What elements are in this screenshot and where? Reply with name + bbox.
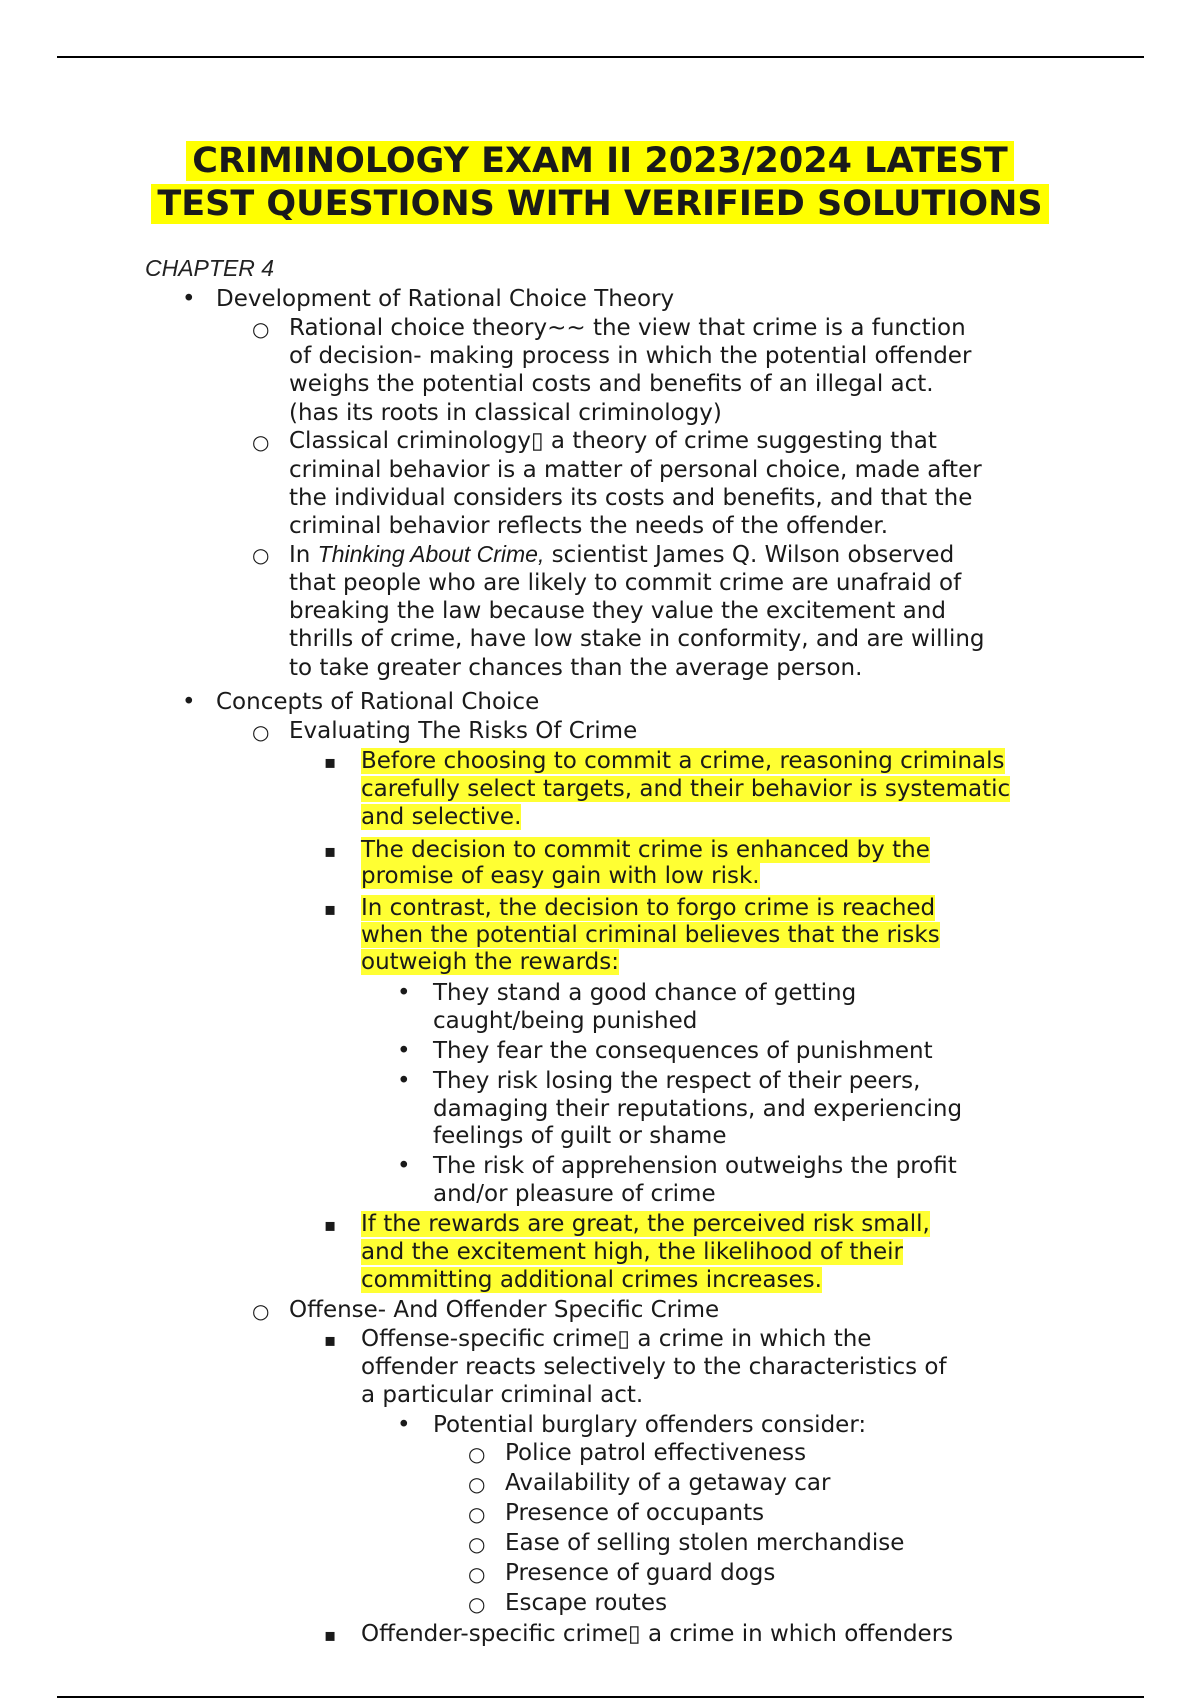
circle-marker: ○ [468,1532,486,1556]
circle-marker: ○ [252,1299,270,1323]
circle-marker: ○ [468,1502,486,1526]
rational-choice-line-3: weighs the potential costs and benefits of an illegal act. [289,371,934,397]
bottom-rule [57,1696,1144,1698]
classical-line-4: criminal behavior reflects the needs of the offender. [289,513,889,539]
reason-1-line-1: They stand a good chance of getting [433,980,857,1006]
circle-marker: ○ [468,1442,486,1466]
wilson-line-3: breaking the law because they value the excitement and [289,598,946,624]
book-title: Thinking About Crime, [317,541,545,567]
circle-marker: ○ [468,1562,486,1586]
wilson-prefix: In [289,542,318,568]
bullet-marker: • [397,1153,411,1179]
heading-development: Development of Rational Choice Theory [216,286,675,312]
consideration-4: Ease of selling stolen merchandise [505,1530,905,1556]
bullet-marker: • [182,286,196,312]
offense-specific-line-1: Offense-specific crime▯ a crime in which the [361,1326,872,1352]
highlight: If the rewards are great, the perceived risk small, [361,1211,930,1237]
rewards-line-2 [361,1238,903,1266]
square-bullet-marker: ▪ [324,1330,337,1351]
reason-3-line-3: feelings of guilt or shame [433,1123,727,1149]
circle-marker: ○ [252,720,270,744]
highlight: outweigh the rewards: [361,949,619,975]
circle-marker: ○ [252,317,270,341]
highlight: promise of easy gain with low risk. [361,863,760,889]
bullet-marker: • [397,980,411,1006]
square-bullet-marker: ▪ [324,1215,337,1236]
bullet-marker: • [397,1412,411,1438]
consideration-1: Police patrol effectiveness [505,1440,807,1466]
circle-marker: ○ [252,543,270,567]
burglary-intro: Potential burglary offenders consider: [433,1412,867,1438]
highlight: and selective. [361,804,522,830]
consideration-5: Presence of guard dogs [505,1560,776,1586]
square-bullet-marker: ▪ [324,841,337,862]
square-bullet-marker: ▪ [324,1625,337,1646]
contrast-line-3 [361,948,619,976]
rational-choice-line-2: of decision- making process in which the potential offender [289,343,972,369]
highlight: carefully select targets, and their behavior is systematic [361,776,1011,802]
reason-4-line-1: The risk of apprehension outweighs the profit [433,1153,957,1179]
rewards-line-3 [361,1266,822,1294]
classical-line-1: Classical criminology▯ a theory of crime suggesting that [289,428,937,454]
wilson-rest: scientist James Q. Wilson observed [544,542,955,568]
consideration-3: Presence of occupants [505,1500,765,1526]
bullet-marker: • [397,1038,411,1064]
contrast-line-2 [361,921,940,949]
contrast-line-1 [361,894,935,922]
decision-line-2 [361,862,760,890]
wilson-line-4: thrills of crime, have low stake in conformity, and are willing [289,626,985,652]
consideration-6: Escape routes [505,1590,668,1616]
wilson-line-1 [289,540,954,569]
reason-1-line-2: caught/being punished [433,1008,698,1034]
offense-specific-line-3: a particular criminal act. [361,1382,644,1408]
highlight: and the excitement high, the likelihood of their [361,1239,903,1265]
evaluating-heading: Evaluating The Risks Of Crime [289,718,638,744]
title-line-1: CRIMINOLOGY EXAM II 2023/2024 LATEST [186,141,1013,181]
rational-choice-line-4: (has its roots in classical criminology) [289,400,722,426]
highlight: The decision to commit crime is enhanced by the [361,837,930,863]
chapter-label: CHAPTER 4 [145,255,275,281]
bullet-marker: • [397,1068,411,1094]
highlight: Before choosing to commit a crime, reasoning criminals [361,748,1005,774]
before-line-2 [361,775,1010,803]
document-title [0,140,1200,226]
reason-3-line-1: They risk losing the respect of their peers, [433,1068,921,1094]
highlight: In contrast, the decision to forgo crime is reached [361,895,936,921]
consideration-2: Availability of a getaway car [505,1470,831,1496]
bullet-marker: • [182,689,196,715]
wilson-line-5: to take greater chances than the average person. [289,655,863,681]
square-bullet-marker: ▪ [324,899,337,920]
highlight: committing additional crimes increases. [361,1267,822,1293]
title-line-2: TEST QUESTIONS WITH VERIFIED SOLUTIONS [151,184,1048,224]
circle-marker: ○ [468,1472,486,1496]
decision-line-1 [361,836,930,864]
circle-marker: ○ [468,1592,486,1616]
reason-4-line-2: and/or pleasure of crime [433,1181,716,1207]
rewards-line-1 [361,1210,930,1238]
classical-line-2: criminal behavior is a matter of personal choice, made after [289,457,982,483]
rational-choice-line-1: Rational choice theory~~ the view that crime is a function [289,315,966,341]
wilson-line-2: that people who are likely to commit crime are unafraid of [289,570,962,596]
offense-heading: Offense- And Offender Specific Crime [289,1297,720,1323]
before-line-1 [361,747,1005,775]
heading-concepts: Concepts of Rational Choice [216,689,540,715]
offense-specific-line-2: offender reacts selectively to the characteristics of [361,1354,947,1380]
square-bullet-marker: ▪ [324,752,337,773]
reason-2: They fear the consequences of punishment [433,1038,933,1064]
reason-3-line-2: damaging their reputations, and experiencing [433,1096,963,1122]
top-rule [57,56,1144,58]
offender-specific-line-1: Offender-specific crime▯ a crime in which offenders [361,1621,954,1647]
highlight: when the potential criminal believes that the risks [361,922,940,948]
before-line-3 [361,803,521,831]
circle-marker: ○ [252,430,270,454]
classical-line-3: the individual considers its costs and benefits, and that the [289,485,973,511]
